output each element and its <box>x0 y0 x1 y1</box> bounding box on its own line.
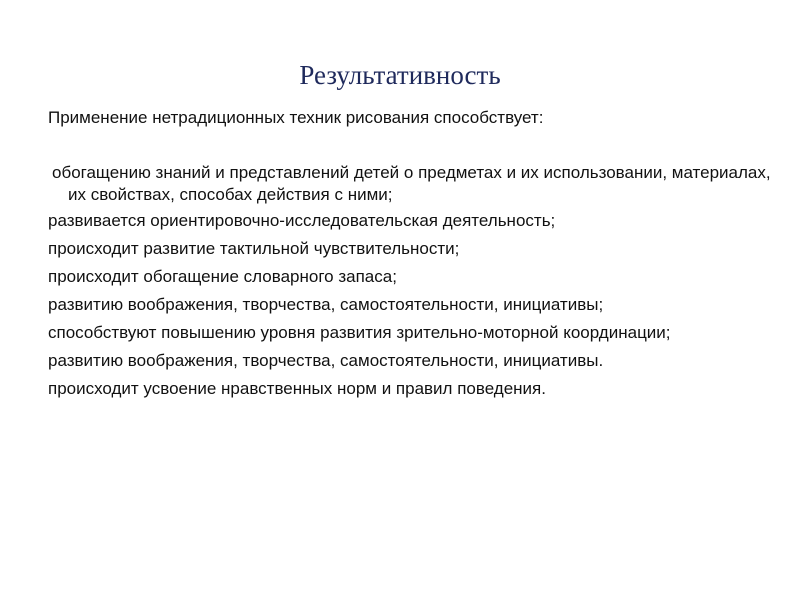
list-item: способствуют повышению уровня развития зрительно-моторной координации; <box>48 323 671 342</box>
results-list <box>48 162 776 406</box>
list-item: обогащению знаний и представлений детей о предметах и их использовании, материалах, их свойствах, способах действия с ними; <box>52 163 771 204</box>
list-item: происходит развитие тактильной чувствительности; <box>48 239 460 258</box>
list-item: происходит обогащение словарного запаса; <box>48 267 397 286</box>
intro-text: Применение нетрадиционных техник рисования способствует: <box>48 108 544 127</box>
list-item: развитию воображения, творчества, самостоятельности, инициативы. <box>48 351 604 370</box>
list-item: происходит усвоение нравственных норм и правил поведения. <box>48 379 546 398</box>
list-item: развивается ориентировочно-исследовательская деятельность; <box>48 211 556 230</box>
slide-title: Результативность <box>299 60 501 90</box>
list-item: развитию воображения, творчества, самостоятельности, инициативы; <box>48 295 604 314</box>
